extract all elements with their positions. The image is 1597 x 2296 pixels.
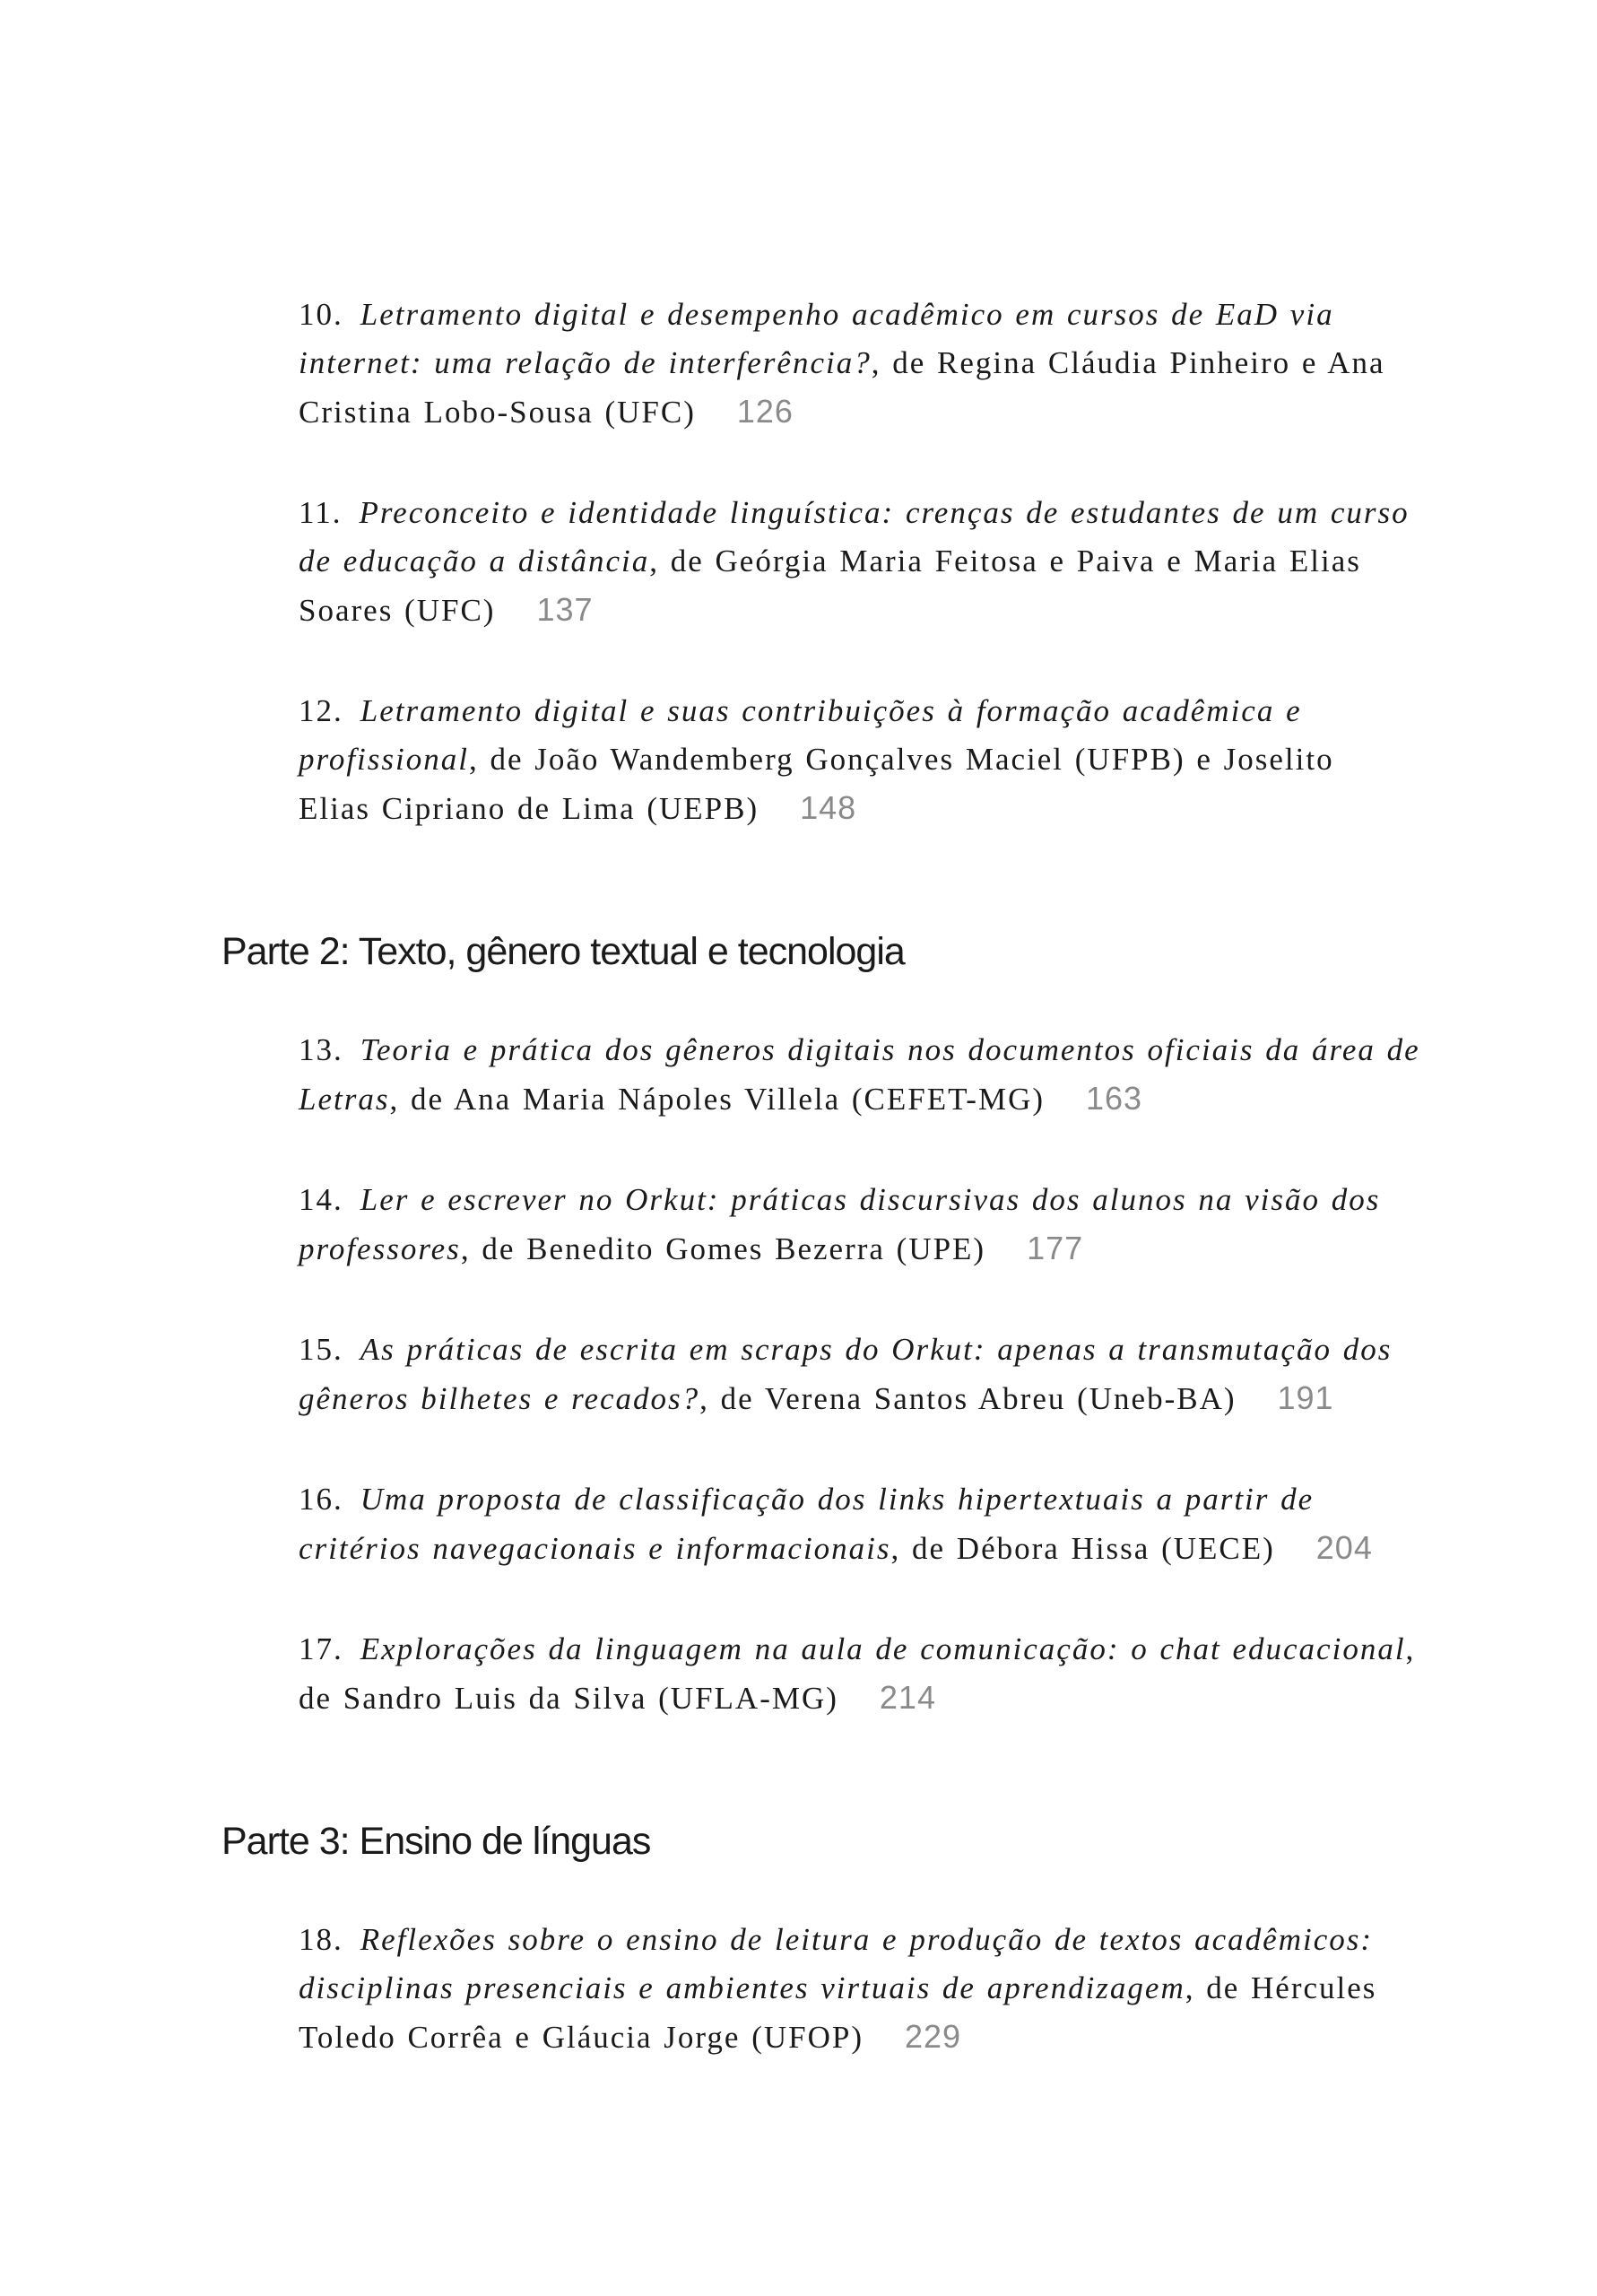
item-number: 11. xyxy=(299,495,343,530)
item-title-segment: profissional xyxy=(299,742,469,777)
item-number: 14. xyxy=(299,1182,343,1217)
toc-line xyxy=(299,1224,1543,1274)
toc-item xyxy=(299,489,1543,635)
item-number: 17. xyxy=(299,1631,343,1666)
item-title-segment: Preconceito e identidade linguística: crenças de estudantes de um curso xyxy=(359,495,1410,530)
item-title-segment: Letras xyxy=(299,1082,390,1117)
part-heading: Parte 2: Texto, gênero textual e tecnologia xyxy=(221,930,905,973)
toc-item xyxy=(299,1916,1543,2062)
toc xyxy=(0,291,1597,2114)
page-number: 137 xyxy=(536,591,594,628)
item-title-segment: Ler e escrever no Orkut: práticas discursivas dos alunos na visão dos xyxy=(360,1182,1381,1217)
toc-item xyxy=(299,1026,1543,1124)
page-number: 214 xyxy=(879,1679,936,1716)
toc-line xyxy=(299,1475,1543,1524)
page-number: 204 xyxy=(1315,1529,1373,1566)
toc-line xyxy=(299,735,1543,784)
toc-line xyxy=(299,784,1543,833)
toc-line xyxy=(299,1964,1543,2013)
item-title-segment: Letramento digital e desempenho acadêmico em cursos de EaD via xyxy=(360,297,1334,332)
item-text-segment: de Sandro Luis da Silva (UFLA-MG) xyxy=(299,1681,838,1716)
item-number: 10. xyxy=(299,297,343,332)
toc-line xyxy=(299,291,1543,339)
page-number: 177 xyxy=(1027,1230,1084,1266)
item-text-segment: , de Hércules xyxy=(1185,1970,1377,2005)
toc-line xyxy=(299,1026,1543,1074)
toc-line xyxy=(299,339,1543,387)
item-title-segment: Teoria e prática dos gêneros digitais nos documentos oficiais da área de xyxy=(360,1032,1420,1067)
item-title-segment: Uma proposta de classificação dos links hipertextuais a partir de xyxy=(360,1482,1315,1517)
item-text-segment: , de Geórgia Maria Feitosa e Paiva e Maria Elias xyxy=(649,544,1361,578)
item-title-segment: Letramento digital e suas contribuições à formação acadêmica e xyxy=(360,693,1302,728)
toc-item xyxy=(299,291,1543,437)
item-number: 15. xyxy=(299,1332,343,1367)
item-title-segment: Explorações da linguagem na aula de comunicação: o chat educacional xyxy=(360,1631,1406,1666)
toc-line xyxy=(299,1674,1543,1723)
page-number: 229 xyxy=(905,2018,962,2055)
toc-item xyxy=(299,1475,1543,1573)
item-text-segment: , de Regina Cláudia Pinheiro e Ana xyxy=(871,345,1385,380)
toc-line xyxy=(299,1074,1543,1124)
item-number: 16. xyxy=(299,1482,343,1517)
item-text-segment: Elias Cipriano de Lima (UEPB) xyxy=(299,791,759,826)
toc-line xyxy=(299,1326,1543,1374)
page-number: 148 xyxy=(800,789,857,826)
item-number: 12. xyxy=(299,693,343,728)
item-text-segment: Cristina Lobo-Sousa (UFC) xyxy=(299,395,696,430)
item-text-segment: , de Verena Santos Abreu (Uneb-BA) xyxy=(699,1381,1237,1416)
page-number: 191 xyxy=(1277,1379,1334,1416)
item-title-segment: de educação a distância xyxy=(299,544,650,578)
toc-line xyxy=(299,537,1543,586)
item-text-segment: , de Débora Hissa (UECE) xyxy=(890,1531,1275,1566)
item-title-segment: professores xyxy=(299,1231,461,1266)
page-number: 126 xyxy=(736,393,794,430)
item-title-segment: As práticas de escrita em scraps do Orkut: apenas a transmutação dos xyxy=(360,1332,1393,1367)
toc-line xyxy=(299,1916,1543,1964)
item-title-segment: disciplinas presenciais e ambientes virtuais de aprendizagem xyxy=(299,1970,1185,2005)
toc-line xyxy=(299,1374,1543,1423)
toc-item xyxy=(299,1176,1543,1274)
item-text-segment: , de Benedito Gomes Bezerra (UPE) xyxy=(460,1231,986,1266)
item-title-segment: internet: uma relação de interferência? xyxy=(299,345,872,380)
item-text-segment: Toledo Corrêa e Gláucia Jorge (UFOP) xyxy=(299,2020,864,2055)
toc-line xyxy=(299,1625,1543,1674)
toc-line xyxy=(299,387,1543,437)
item-title-segment: critérios navegacionais e informacionais xyxy=(299,1531,891,1566)
toc-item xyxy=(299,1625,1543,1723)
page-number: 163 xyxy=(1086,1080,1143,1117)
item-text-segment: , de João Wandemberg Gonçalves Maciel (UFPB) e Joselito xyxy=(468,742,1334,777)
toc-line xyxy=(299,1524,1543,1573)
item-title-segment: Reflexões sobre o ensino de leitura e produção de textos acadêmicos: xyxy=(360,1922,1373,1957)
toc-line xyxy=(299,586,1543,635)
toc-line xyxy=(299,2013,1543,2062)
toc-line xyxy=(299,1176,1543,1224)
item-text-segment: , xyxy=(1405,1631,1416,1666)
item-title-segment: gêneros bilhetes e recados? xyxy=(299,1381,700,1416)
item-number: 13. xyxy=(299,1032,343,1067)
part-heading: Parte 3: Ensino de línguas xyxy=(221,1820,651,1863)
item-text-segment: , de Ana Maria Nápoles Villela (CEFET-MG) xyxy=(389,1082,1045,1117)
toc-line xyxy=(299,489,1543,537)
toc-item xyxy=(299,687,1543,833)
item-number: 18. xyxy=(299,1922,343,1957)
item-text-segment: Soares (UFC) xyxy=(299,593,496,628)
toc-line xyxy=(299,687,1543,735)
toc-item xyxy=(299,1326,1543,1423)
